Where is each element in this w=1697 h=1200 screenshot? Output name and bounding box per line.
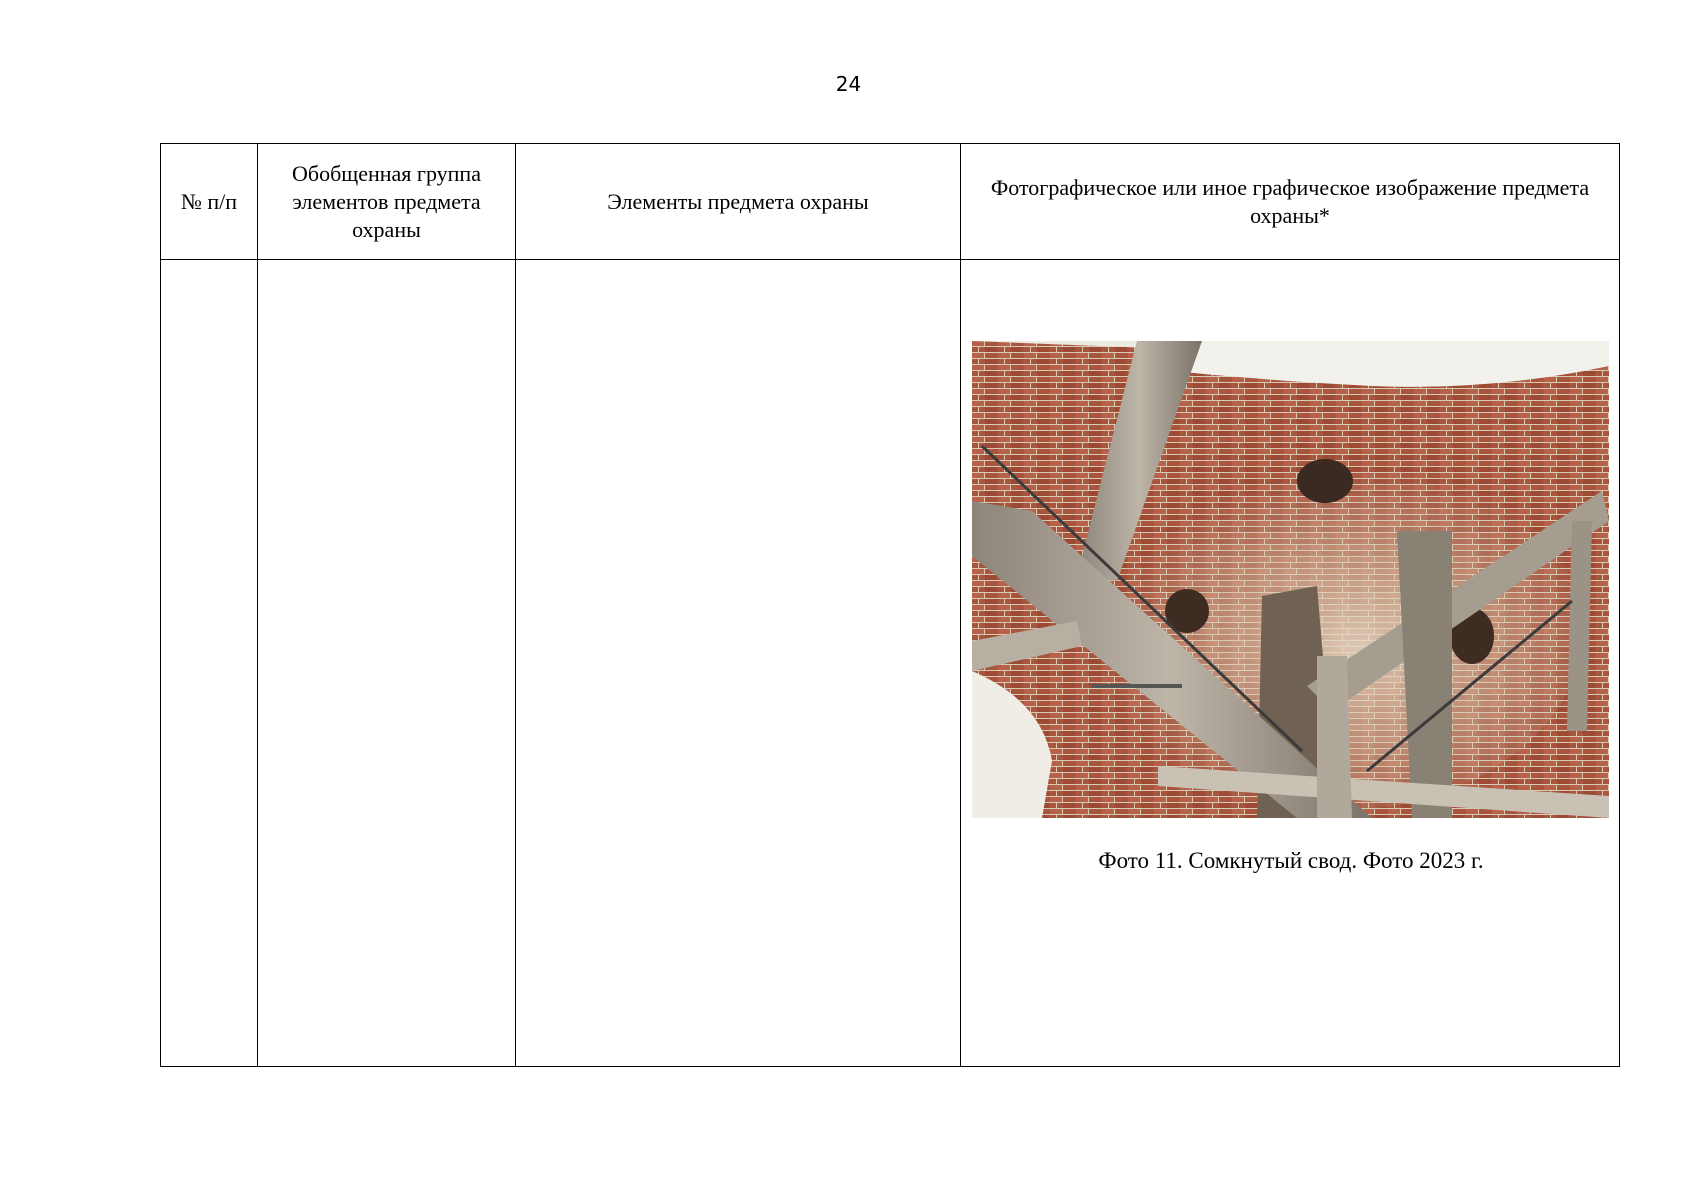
cell-photo: [961, 260, 1620, 1067]
header-number: № п/п: [161, 144, 258, 260]
photo-caption: Фото 11. Сомкнутый свод. Фото 2023 г.: [1098, 848, 1484, 873]
table-header-row: [161, 144, 1620, 260]
header-protection-elements: Элементы предмета охраны: [516, 144, 961, 260]
protection-elements-table: [160, 143, 1620, 1067]
cell-group: [258, 260, 516, 1067]
vault-photo: [972, 341, 1609, 818]
header-generalized-group: Обобщенная группа элементов предмета охраны: [258, 144, 516, 260]
table-row: [161, 260, 1620, 1067]
header-photo-image: Фотографическое или иное графическое изображение предмета охраны*: [961, 144, 1620, 260]
cell-elements: [516, 260, 961, 1067]
cell-number: [161, 260, 258, 1067]
page-number: 24: [835, 72, 862, 96]
